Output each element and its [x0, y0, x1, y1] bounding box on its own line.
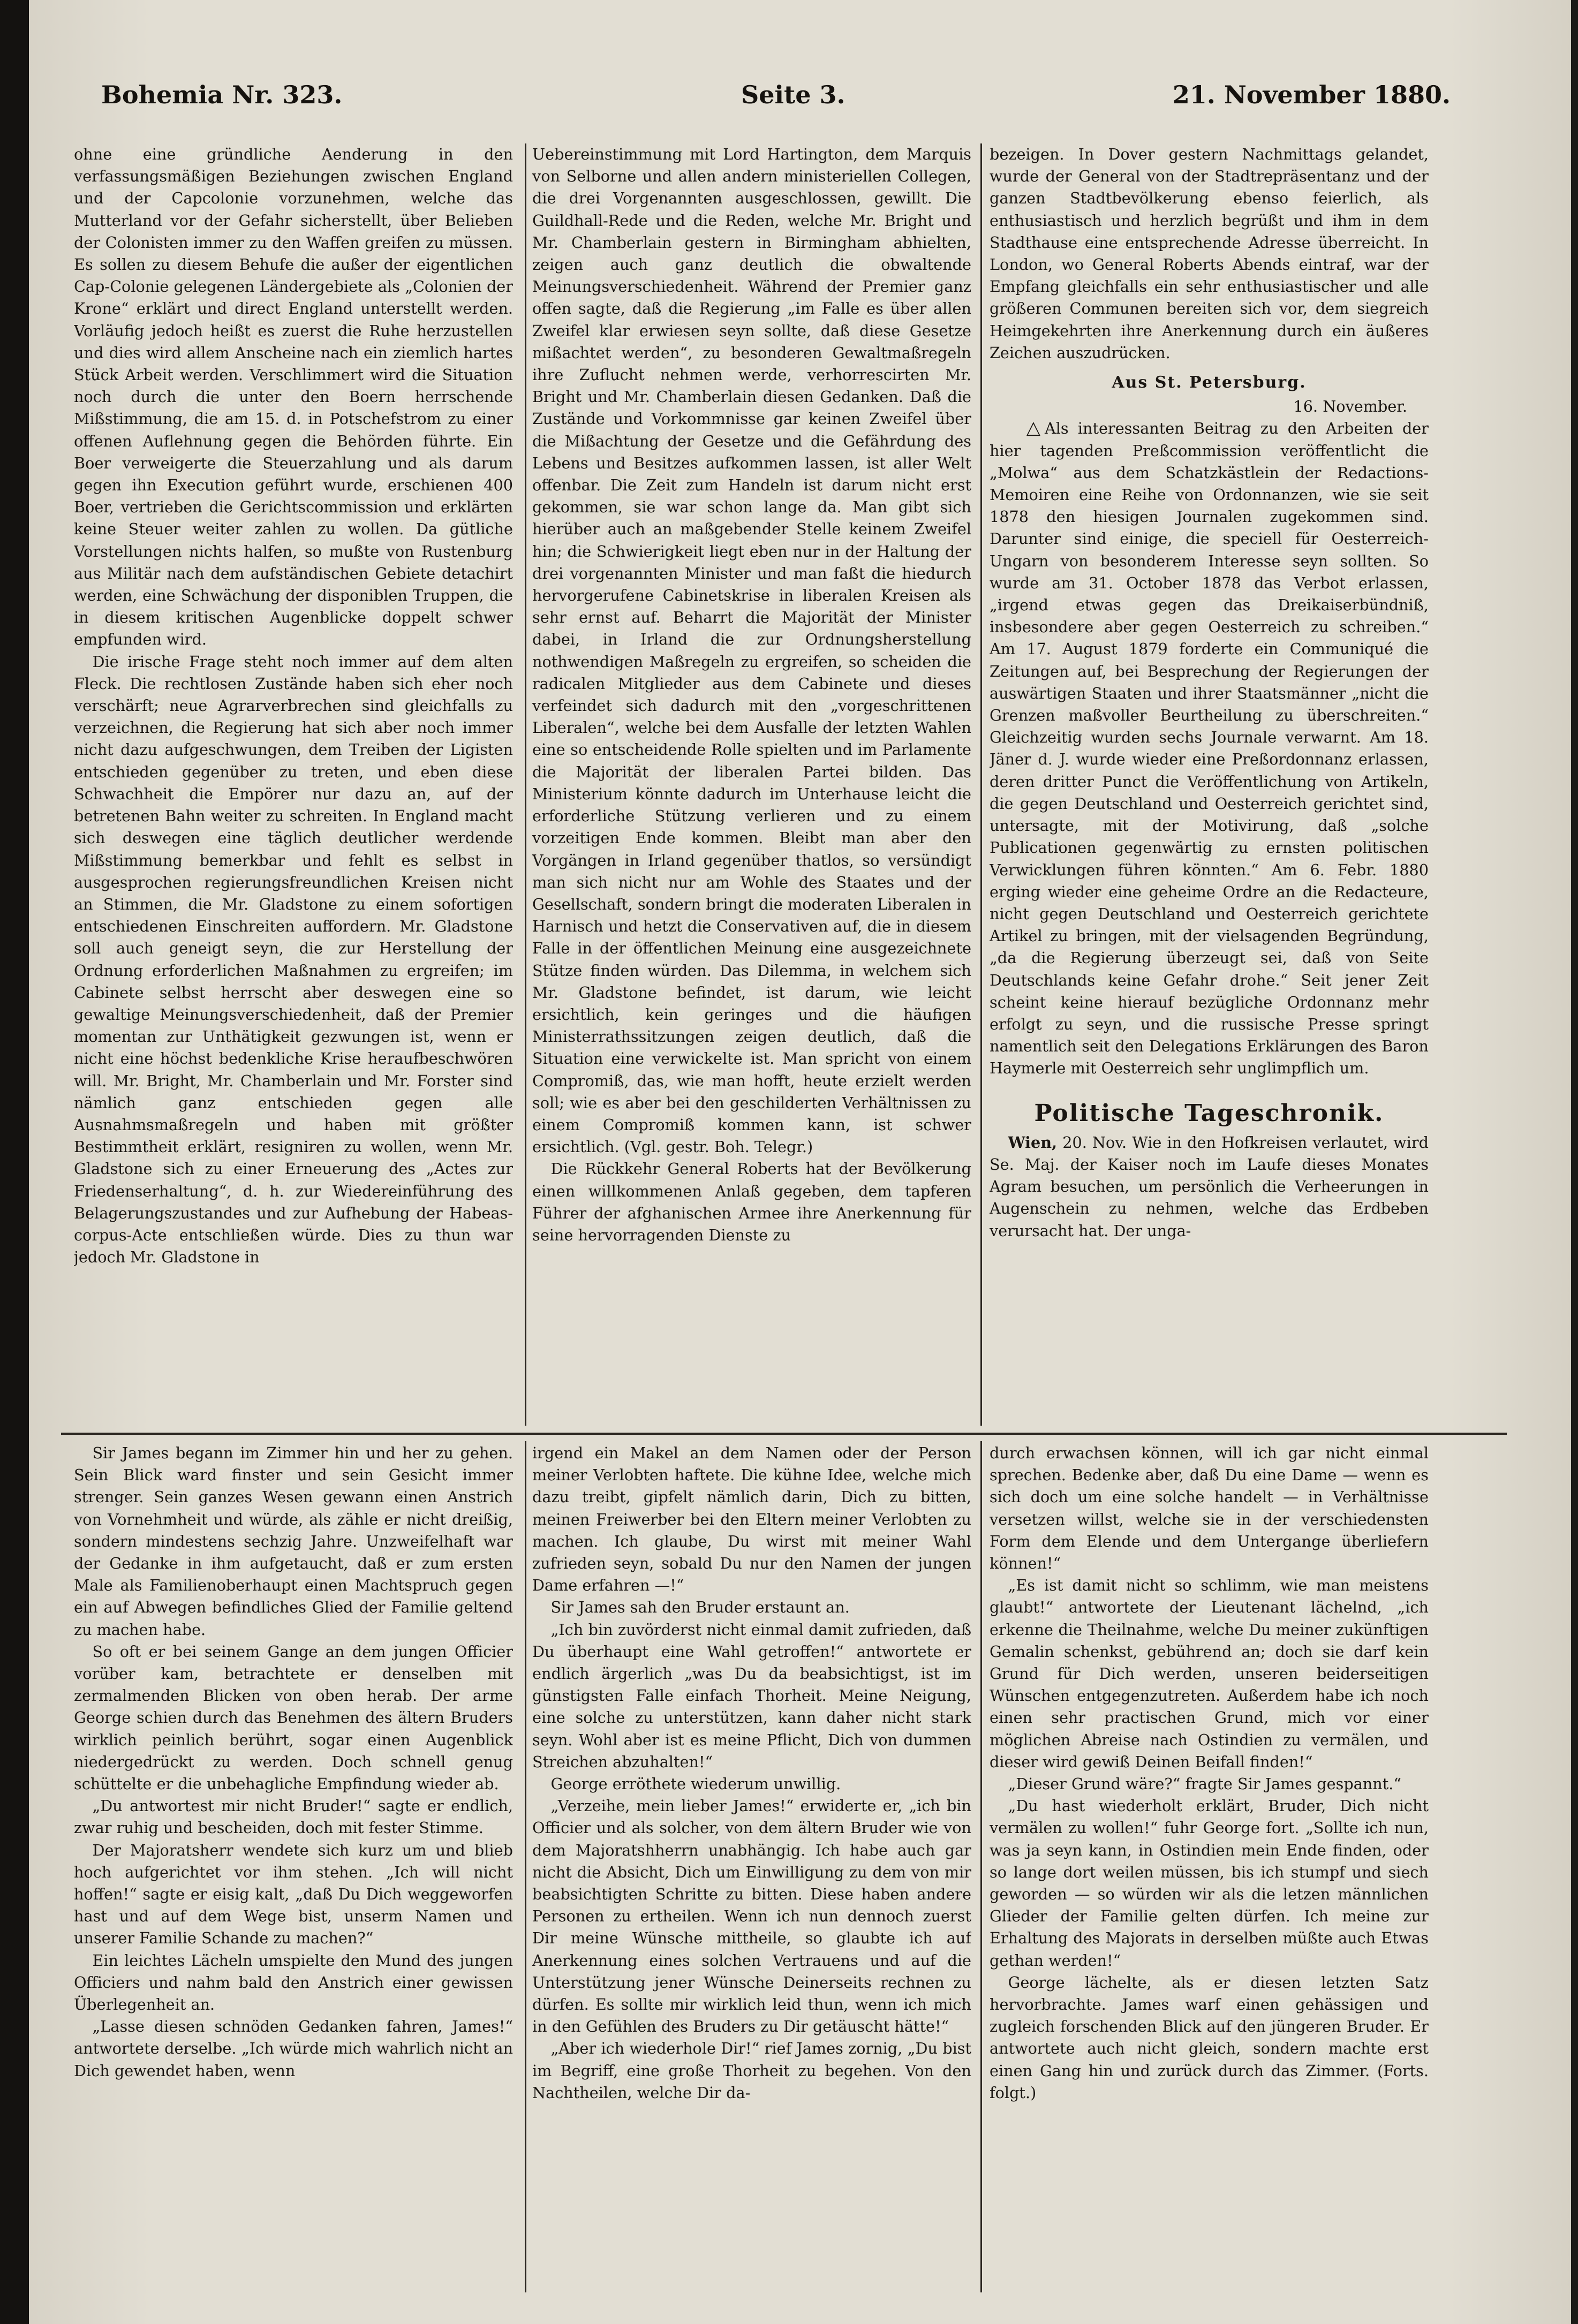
- triangle-marker-icon: △: [1026, 417, 1041, 439]
- story-paragraph: Sir James sah den Bruder erstaunt an.: [550, 1598, 850, 1617]
- lower-column-1: [74, 1442, 513, 2293]
- article-paragraph: Die irische Frage steht noch immer auf dem alten Fleck. Die rechtlosen Zustände haben sich eher noch verschärft; neue Agrarverbrechen sind gleichfalls zu verzeichnen, die Regierung hat sich aber noch immer nicht dazu aufgeschwungen, dem Treiben der Ligisten entschieden gegenüber zu treten, und eben diese Schwachheit die Empörer nur dazu an, auf der betretenen Bahn weiter zu schreiten. In England macht sich deswegen eine täglich deutlicher werdende Mißstimmung bemerkbar und fehlt es selbst in ausgesprochen regierungsfreundlichen Kreisen nicht an Stimmen, die Mr. Gladstone zu einem sofortigen entschiedenen Einschreiten auffordern. Mr. Gladstone soll auch geneigt seyn, die zur Herstellung der Ordnung erforderlichen Maßnahmen zu ergreifen; im Cabinete selbst herrscht aber deswegen eine so gewaltige Meinungsverschiedenheit, daß der Premier momentan zur Unthätigkeit gezwungen ist, wenn er nicht eine höchst bedenkliche Krise heraufbeschwören will. Mr. Bright, Mr. Chamberlain und Mr. Forster sind nämlich ganz entschieden gegen alle Ausnahmsmaßregeln und haben mit größter Bestimmtheit erklärt, resigniren zu wollen, wenn Mr. Gladstone sich zu einer Erneuerung des „Actes zur Friedenserhaltung“, d. h. zur Wiedereinführung des Belagerungszustandes und zur Aufhebung der Habeas-corpus-Acte entschließen würde. Dies zu thun war jedoch Mr. Gladstone in: [74, 652, 513, 1267]
- article-paragraph: [990, 418, 1429, 1079]
- header-masthead: Bohemia Nr. 323.: [101, 80, 343, 109]
- story-paragraph: So oft er bei seinem Gange an dem jungen Officier vorüber kam, betrachtete er denselben mit zermalmenden Blicken von oben herab. Der arme George schien durch das Benehmen des ältern Bruders wirklich peinlich berührt, sogar einen Augenblick niedergedrückt zu werden. Doch schnell genug schüttelte er die unbehagliche Empfindung wieder ab.: [74, 1642, 513, 1793]
- article-paragraph: ohne eine gründliche Aenderung in den verfassungsmäßigen Beziehungen zwischen England und der Capcolonie vorzunehmen, welche das Mutterland vor der Gefahr sicherstellt, über Belieben der Colonisten immer zu den Waffen greifen zu müssen. Es sollen zu diesem Behufe die außer der eigentlichen Cap-Colonie gelegenen Ländergebiete als „Colonien der Krone“ erklärt und direct England unterstellt werden. Vorläufig jedoch heißt es zuerst die Ruhe herzustellen und dies wird allem Anscheine nach ein ziemlich hartes Stück Arbeit werden. Verschlimmert wird die Situation noch durch die unter den Boern herrschende Mißstimmung, die am 15. d. in Potschefstrom zu einer offenen Auflehnung gegen die Behörden führte. Ein Boer verweigerte die Steuerzahlung und als darum gegen ihn Execution geführt wurde, erschienen 400 Boer, vertrieben die Gerichtscommission und erklärten keine Steuer weiter zahlen zu wollen. Da gütliche Vorstellungen nichts halfen, so mußte von Rustenburg aus Militär nach dem aufständischen Gebiete detachirt werden, eine Schwächung der disponiblen Truppen, die in diesem kritischen Augenblicke doppelt schwer empfunden wird.: [74, 145, 513, 649]
- article-text: 20. Nov. Wie in den Hofkreisen verlautet, wird Se. Maj. der Kaiser noch im Laufe dieses Monates Agram besuchen, um persönlich die Verheerungen in Augenschein zu nehmen, welche das Erdbeben verursacht hat. Der unga-: [990, 1133, 1429, 1240]
- header-date: 21. November 1880.: [1172, 80, 1451, 109]
- column-rule-lower-2: [980, 1441, 982, 2292]
- upper-column-3: [990, 143, 1429, 1426]
- story-paragraph: „Dieser Grund wäre?“ fragte Sir James gespannt.“: [1008, 1775, 1402, 1793]
- article-text: Als interessanten Beitrag zu den Arbeiten der hier tagenden Preßcommission veröffentlicht die „Molwa“ aus dem Schatzkästlein der Redactions-Memoiren eine Reihe von Ordonnanzen, wie sie seit 1878 den hiesigen Journalen zugekommen sind. Darunter sind einige, die speciell für Oesterreich-Ungarn von besonderem Interesse seyn sollten. So wurde am 31. October 1878 das Verbot erlassen, „irgend etwas gegen das Dreikaiserbündniß, insbesondere aber gegen Oesterreich zu schreiben.“ Am 17. August 1879 forderte ein Communiqué die Zeitungen auf, bei Besprechung der Regierungen der auswärtigen Staaten und ihrer Staatsmänner „nicht die Grenzen maßvoller Beurtheilung zu überschreiten.“ Gleichzeitig wurden sechs Journale verwarnt. Am 18. Jäner d. J. wurde wieder eine Preßordonnanz erlassen, deren dritter Punct die Veröffentlichung von Artikeln, die gegen Deutschland und Oesterreich gerichtet sind, untersagte, mit der Motivirung, daß „solche Publicationen gegenwärtig zu ernsten politischen Verwicklungen führen könnten.“ Am 6. Febr. 1880 erging wieder eine geheime Ordre an die Redacteure, nicht gegen Deutschland und Oesterreich gerichtete Artikel zu bringen, mit der vielsagenden Begründung, „da die Regierung überzeugt sei, daß von Seite Deutschlands keine Gefahr drohe.“ Seit jener Zeit scheint keine hierauf bezügliche Ordonnanz mehr erfolgt zu seyn, und die russische Presse springt namentlich seit den Delegations Erklärungen des Baron Haymerle mit Oesterreich sehr unglimpflich um.: [990, 419, 1429, 1078]
- story-paragraph: irgend ein Makel an dem Namen oder der Person meiner Verlobten haftete. Die kühne Idee, welche mich dazu treibt, gipfelt nämlich darin, Dich zu bitten, meinen Freiwerber bei den Eltern meiner Verlobten zu machen. Ich glaube, Du wirst mit meiner Wahl zufrieden seyn, sobald Du nur den Namen der jungen Dame erfahren —!“: [532, 1444, 971, 1595]
- column-rule-upper-2: [980, 143, 982, 1426]
- story-paragraph: George lächelte, als er diesen letzten Satz hervorbrachte. James warf einen gehässigen und zugleich forschenden Blick auf den jüngeren Bruder. Er antwortete auch nicht gleich, sondern machte erst einen Gang hin und zurück durch das Zimmer. (Forts. folgt.): [990, 1973, 1429, 2102]
- story-paragraph: George erröthete wiederum unwillig.: [550, 1775, 841, 1793]
- story-paragraph: „Du hast wiederholt erklärt, Bruder, Dich nicht vermälen zu wollen!“ fuhr George fort. „Sollte ich nun, was ja seyn kann, in Ostindien mein Ende finden, oder so lange dort weilen müssen, bis ich stumpf und siech geworden — so würden wir als die letzen männlichen Glieder der Familie gelten dürfen. Ich meine zur Erhaltung des Majorats in derselben müßte auch Etwas gethan werden!“: [990, 1797, 1429, 1970]
- story-paragraph: „Verzeihe, mein lieber James!“ erwiderte er, „ich bin Officier und als solcher, von dem ältern Bruder wie von dem Majoratshherrn unabhängig. Ich habe auch gar nicht die Absicht, Dich um Einwilligung zu dem von mir beabsichtigten Schritte zu bitten. Diese haben andere Personen zu ertheilen. Wenn ich nun dennoch zuerst Dir meine Wünsche mittheile, so glaubte ich auf Anerkennung eines solchen Vertrauens und auf die Unterstützung jener Wünsche Deinerseits rechnen zu dürfen. Es sollte mir wirklich leid thun, wenn ich mich in den Gefühlen des Bruders zu Dir getäuscht hätte!“: [532, 1797, 971, 2036]
- article-paragraph: bezeigen. In Dover gestern Nachmittags gelandet, wurde der General von der Stadtrepräsentanz und der ganzen Stadtbevölkerung ebenso feierlich, als enthusiastisch und herzlich begrüßt und ihm in dem Stadthause eine entsprechende Adresse überreicht. In London, wo General Roberts Abends eintraf, war der Empfang gleichfalls ein sehr enthusiastischer und alle größeren Communen bereiten sich vor, dem siegreich Heimgekehrten ihre Anerkennung durch ein äußeres Zeichen auszudrücken.: [990, 145, 1429, 362]
- place-lead: Wien,: [1008, 1133, 1058, 1152]
- article-paragraph: Die Rückkehr General Roberts hat der Bevölkerung einen willkommenen Anlaß gegeben, dem tapferen Führer der afghanischen Armee ihre Anerkennung für seine hervorragenden Dienste zu: [532, 1160, 971, 1244]
- story-paragraph: Ein leichtes Lächeln umspielte den Mund des jungen Officiers und nahm bald den Anstrich einer gewissen Überlegenheit an.: [74, 1951, 513, 2014]
- story-paragraph: „Es ist damit nicht so schlimm, wie man meistens glaubt!“ antwortete der Lieutenant lächelnd, „ich erkenne die Theilnahme, welche Du meiner zukünftigen Gemalin schenkst, gebührend an; doch sie darf kein Grund für Dich werden, unseren beiderseitigen Wünschen entgegenzutreten. Außerdem habe ich noch einen sehr practischen Grund, mich vor einer möglichen Abreise nach Ostindien zu vermälen, und dieser wird gewiß Deinen Beifall finden!“: [990, 1576, 1429, 1771]
- scan-left-edge: [0, 0, 29, 2324]
- story-paragraph: „Aber ich wiederhole Dir!“ rief James zornig, „Du bist im Begriff, eine große Thorheit zu begehen. Von den Nachtheilen, welche Dir da-: [532, 2039, 971, 2102]
- upper-column-2: [532, 143, 971, 1426]
- section-divider-rule: [61, 1433, 1507, 1435]
- column-rule-upper-1: [525, 143, 526, 1426]
- story-paragraph: „Lasse diesen schnöden Gedanken fahren, James!“ antwortete derselbe. „Ich würde mich wahrlich nicht an Dich gewendet haben, wenn: [74, 2017, 513, 2080]
- article-paragraph: Uebereinstimmung mit Lord Hartington, dem Marquis von Selborne und allen andern ministeriellen Collegen, die drei Vorgenannten ausgeschlossen, gewillt. Die Guildhall-Rede und die Reden, welche Mr. Bright und Mr. Chamberlain gestern in Birmingham abhielten, zeigen auch ganz deutlich die obwaltende Meinungsverschiedenheit. Während der Premier ganz offen sagte, daß die Regierung „im Falle es über allen Zweifel klar erwiesen seyn sollte, daß diese Gesetze mißachtet werden“, zu besonderen Gewaltmaßregeln ihre Zuflucht nehmen werde, verhorrescirten Mr. Bright und Mr. Chamberlain diesen Gedanken. Daß die Zustände und Vorkommnisse gar keinen Zweifel über die Mißachtung der Gesetze und die Gefährdung des Lebens und Besitzes aufkommen lassen, ist aller Welt offenbar. Die Zeit zum Handeln ist darum nicht erst gekommen, sie war schon lange da. Man gibt sich hierüber auch an maßgebender Stelle keinem Zweifel hin; die Schwierigkeit liegt eben nur in der Haltung der drei vorgenannten Minister und man faßt die hiedurch hervorgerufene Cabinetskrise in liberalen Kreisen als sehr ernst auf. Beharrt die Majorität der Minister dabei, in Irland die zur Ordnungsherstellung nothwendigen Maßregeln zu ergreifen, so scheiden die radicalen Mitglieder aus dem Cabinete und dieses verfeindet sich dadurch mit den „vorgeschrittenen Liberalen“, welche bei dem Ausfalle der letzten Wahlen eine so entscheidende Rolle spielten und im Parlamente die Majorität der liberalen Partei bilden. Das Ministerium könnte dadurch im Unterhause leicht die erforderliche Stützung verlieren und zu einem vorzeitigen Ende kommen. Bleibt man aber den Vorgängen in Irland gegenüber thatlos, so versündigt man sich nicht nur am Wohle des Staates und der Gesellschaft, sondern bringt die moderaten Liberalen in Harnisch und hetzt die Conservativen auf, die in diesem Falle in der öffentlichen Meinung eine ausgezeichnete Stütze finden würden. Das Dilemma, in welchem sich Mr. Gladstone befindet, ist darum, wie leicht ersichtlich, kein geringes und die häufigen Ministerrathssitzungen zeigen deutlich, daß die Situation eine verwickelte ist. Man spricht von einem Compromiß, das, wie man hofft, heute erzielt werden soll; wie es aber bei den geschilderten Verhältnissen zu einem Compromiß kommen kann, ist schwer ersichtlich. (Vgl. gestr. Boh. Telegr.): [532, 145, 971, 1156]
- story-paragraph: durch erwachsen können, will ich gar nicht einmal sprechen. Bedenke aber, daß Du eine Dame — wenn es sich doch um eine solche handelt — in Verhältnisse versetzen willst, welche sie in der verschiedensten Form dem Elende und dem Untergange überliefern können!“: [990, 1444, 1429, 1573]
- dateline: 16. November.: [1293, 397, 1407, 416]
- section-heading-st-petersburg: Aus St. Petersburg.: [1112, 373, 1307, 392]
- newspaper-page: [29, 0, 1571, 2324]
- article-paragraph: [990, 1132, 1429, 1242]
- lower-column-2: [532, 1442, 971, 2293]
- column-rule-lower-1: [525, 1441, 526, 2292]
- story-paragraph: Der Majoratsherr wendete sich kurz um und blieb hoch aufgerichtet vor ihm stehen. „Ich will nicht hoffen!“ sagte er eisig kalt, „daß Du Dich weggeworfen hast und auf dem Wege bist, unserm Namen und unserer Familie Schande zu machen?“: [74, 1841, 513, 1948]
- story-paragraph: „Ich bin zuvörderst nicht einmal damit zufrieden, daß Du überhaupt eine Wahl getroffen!“ antwortete er endlich ärgerlich „was Du da beabsichtigst, ist im günstigsten Falle einfach Thorheit. Meine Neigung, eine solche zu unterstützen, kann daher nicht stark seyn. Wohl aber ist es meine Pflicht, Dich von dummen Streichen abzuhalten!“: [532, 1620, 971, 1771]
- lower-column-3: [990, 1442, 1429, 2293]
- story-paragraph: „Du antwortest mir nicht Bruder!“ sagte er endlich, zwar ruhig und bescheiden, doch mit fester Stimme.: [74, 1797, 513, 1837]
- section-heading-politische-tageschronik: Politische Tageschronik.: [1034, 1099, 1384, 1127]
- header-page-number: Seite 3.: [741, 80, 845, 109]
- upper-column-1: [74, 143, 513, 1426]
- page-header: [29, 80, 1571, 128]
- story-paragraph: Sir James begann im Zimmer hin und her zu gehen. Sein Blick ward finster und sein Gesicht immer strenger. Sein ganzes Wesen gewann einen Anstrich von Vornehmheit und würde, als zähle er nicht dreißig, sondern mindestens sechzig Jahre. Unzweifelhaft war der Gedanke in ihm aufgetaucht, daß er zum ersten Male als Familienoberhaupt einen Machtspruch gegen ein auf Abwegen befindliches Glied der Familie geltend zu machen habe.: [74, 1444, 513, 1639]
